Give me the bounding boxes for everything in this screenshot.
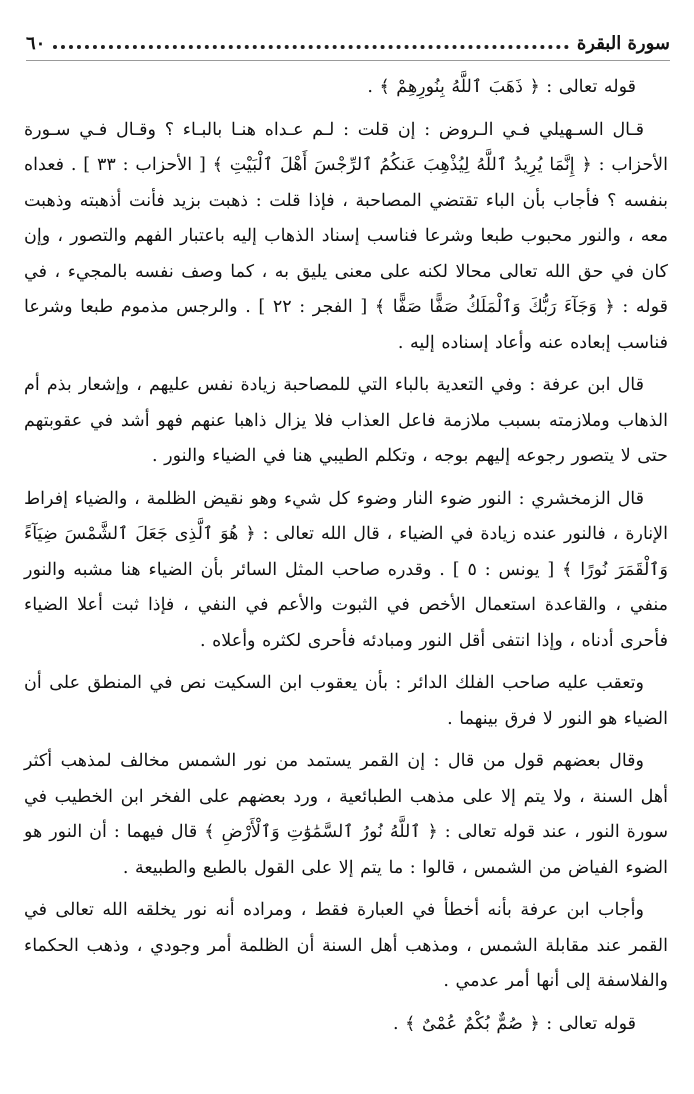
paragraph-7: وأجاب ابن عرفة بأنه أخطأ في العبارة فقط ، ومراده أنه نور يخلقه الله تعالى في القمر عند مقابلة الشمس ، ومذهب أهل السنة أن الظلمة أمر وجودي ، وذهب الحكماء والفلاسفة إلى أنها أمر عدمي . <box>24 900 668 991</box>
page-body <box>24 70 668 1042</box>
paragraph-1: قوله تعالى : ﴿ ذَهَبَ ٱللَّهُ بِنُورِهِمْ ﴾ . <box>367 77 636 97</box>
paragraph-6: وقال بعضهم قول من قال : إن القمر يستمد من نور الشمس مخالف لمذهب أكثر أهل السنة ، ولا يتم إلا على مذهب الطبائعية ، ورد بعضهم على الفخر ابن الخطيب في سورة النور ، عند قوله تعالى : ﴿ ٱللَّهُ نُورُ ٱلسَّمَٰوَٰتِ وَٱلْأَرْضِ ﴾ قال فيهما : أن النور هو الضوء الفياض من الشمس ، قالوا : ما يتم إلا على القول بالطبع والطبيعة . <box>24 751 668 878</box>
header-dotted-leader <box>53 45 569 49</box>
surah-title: سورة البقرة <box>576 32 670 54</box>
page-number: ٦٠ <box>26 32 46 54</box>
header-divider <box>26 60 670 61</box>
paragraph-5: وتعقب عليه صاحب الفلك الدائر : بأن يعقوب ابن السكيت نص في المنطق على أن الضياء هو النور لا فرق بينهما . <box>24 673 668 729</box>
page-header <box>26 28 670 58</box>
paragraph-8: قوله تعالى : ﴿ صُمٌّ بُكْمٌ عُمْىٌ ﴾ . <box>393 1013 636 1034</box>
paragraph-2: قـال السـهيلي فـي الـروض : إن قلت : لـم عـداه هنـا بالبـاء ؟ وقـال فـي سـورة الأحزاب : ﴿ إِنَّمَا يُرِيدُ ٱللَّهُ لِيُذْهِبَ عَنكُمُ ٱلرِّجْسَ أَهْلَ ٱلْبَيْتِ ﴾ [ الأحزاب : ٣٣ ] . فعداه بنفسه ؟ فأجاب بأن الباء تقتضي المصاحبة ، فإذا قلت : ذهبت بزيد فأنت أذهبته وذهبت معه ، والنور محبوب طبعا وشرعا فناسب إسناد الذهاب إليه باعتبار الفهم والتصور ، وإن كان في حق الله تعالى محالا لكنه على معنى يليق به ، كما وصف نفسه بالمجيء ، في قوله : ﴿ وَجَآءَ رَبُّكَ وَٱلْمَلَكُ صَفًّا صَفًّا ﴾ [ الفجر : ٢٢ ] . والرجس مذموم طبعا وشرعا فناسب إبعاده عنه وأعاد إسناده إليه . <box>24 119 668 353</box>
paragraph-3: قال ابن عرفة : وفي التعدية بالباء التي للمصاحبة زيادة نفس عليهم ، وإشعار بذم أم الذهاب وملازمته بسبب ملازمة فاعل العذاب فلا يزال ذاهبا عنهم فهو أشد في عقوبتهم حتى لا يتصور رجوعه إليهم بوجه ، وتكلم الطيبي هنا في الضياء والنور . <box>24 375 668 466</box>
paragraph-4: قال الزمخشري : النور ضوء النار وضوء كل شيء وهو نقيض الظلمة ، والضياء إفراط الإنارة ، فالنور عنده زيادة في الضياء ، قال الله تعالى : ﴿ هُوَ ٱلَّذِى جَعَلَ ٱلشَّمْسَ ضِيَآءً وَٱلْقَمَرَ نُورًا ﴾ [ يونس : ٥ ] . وقدره صاحب المثل السائر بأن الضياء هنا مشبه والنور منفي ، والقاعدة استعمال الأخص في الثبوت والأعم في النفي ، فإذا ثبت أعلا الضياء فأحرى أدناه ، وإذا انتفى أقل النور ومبادئه فأحرى لكثره وأعلاه . <box>24 488 669 651</box>
